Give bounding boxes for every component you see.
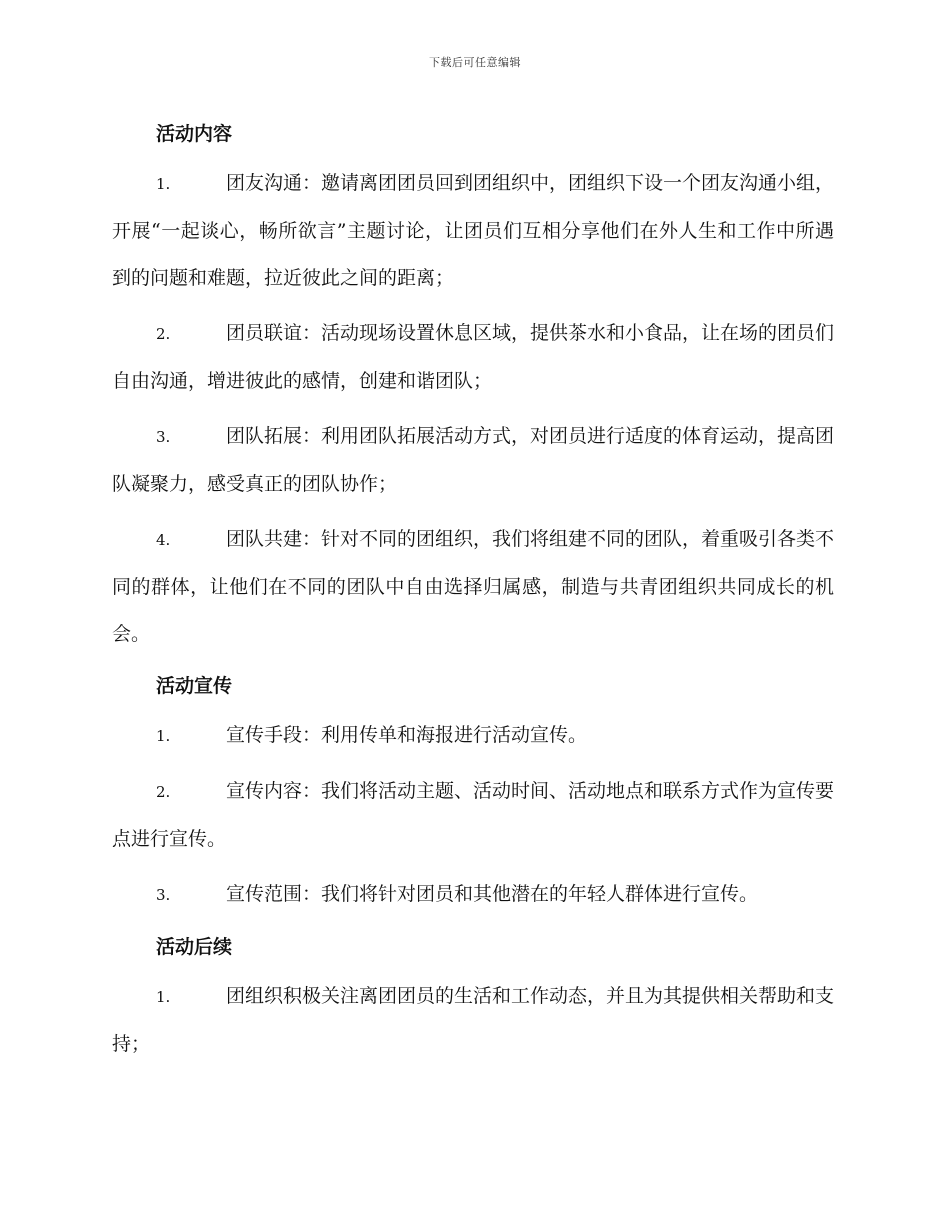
item-number: 3. [156,428,171,446]
item-number: 4. [156,531,171,549]
item-text: 宣传手段：利用传单和海报进行活动宣传。 [226,724,588,746]
item-number: 1. [156,988,171,1006]
section-activity-content [112,114,834,658]
list-item [112,160,834,302]
item-text: 宣传内容：我们将活动主题、活动时间、活动地点和联系方式作为宣传要点进行宣传。 [112,780,835,850]
section-activity-followup [112,927,834,1068]
list-item [112,712,834,760]
item-text: 团友沟通：邀请离团团员回到团组织中，团组织下设一个团友沟通小组，开展“一起谈心，畅所欲言”主题讨论，让团员们互相分享他们在外人生和工作中所遇到的问题和难题，拉近彼此之间的距离； [112,172,835,289]
list-item [112,413,834,508]
list-item [112,973,834,1068]
section-heading: 活动后续 [156,936,233,958]
item-number: 3. [156,886,171,904]
item-text: 宣传范围：我们将针对团员和其他潜在的年轻人群体进行宣传。 [226,883,759,905]
item-number: 2. [156,325,171,343]
page-header: 下载后可任意编辑 [429,56,521,69]
section-activity-promotion [112,666,834,919]
item-text: 团队共建：针对不同的团组织，我们将组建不同的团队，着重吸引各类不同的群体，让他们在不同的团队中自由选择归属感，制造与共青团组织共同成长的机会。 [112,528,835,645]
list-item [112,310,834,405]
section-heading: 活动宣传 [156,675,233,697]
item-text: 团组织积极关注离团团员的生活和工作动态，并且为其提供相关帮助和支持； [112,985,835,1055]
item-number: 2. [156,783,171,801]
item-text: 团员联谊：活动现场设置休息区域，提供茶水和小食品，让在场的团员们自由沟通，增进彼此的感情，创建和谐团队； [112,322,835,392]
list-item [112,871,834,919]
list-item [112,516,834,658]
item-number: 1. [156,175,171,193]
item-number: 1. [156,727,171,745]
document-body [112,108,834,1076]
list-item [112,768,834,863]
section-heading: 活动内容 [156,123,233,145]
item-text: 团队拓展：利用团队拓展活动方式，对团员进行适度的体育运动，提高团队凝聚力，感受真正的团队协作； [112,425,835,495]
